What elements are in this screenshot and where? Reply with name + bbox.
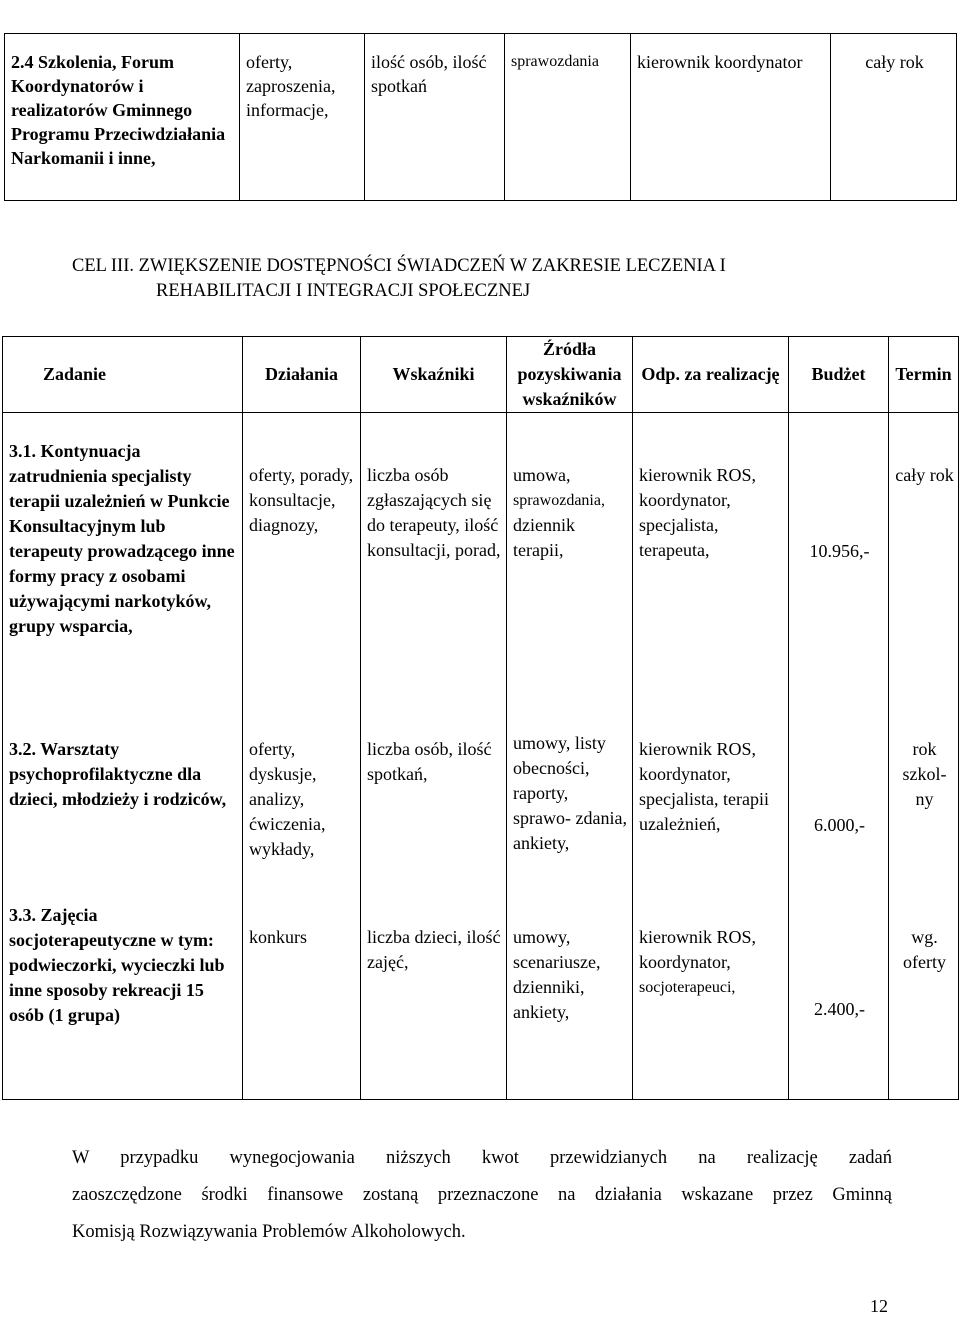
indicators-cell: ilość osób, ilość spotkań — [365, 34, 505, 201]
table-row — [3, 895, 959, 1100]
table-row — [3, 723, 959, 895]
header-sources: Źródła pozyskiwania wskaźników — [507, 337, 633, 413]
sources-line: umowa, — [513, 465, 571, 485]
actions-cell: oferty, porady, konsultacje, diagnozy, — [243, 413, 361, 723]
actions-cell: oferty, zaproszenia, informacje, — [240, 34, 365, 201]
footer-line: W przypadku wynegocjowania niższych kwot przewidzianych na realizację zadań — [72, 1148, 892, 1168]
header-actions: Działania — [243, 337, 361, 413]
footer-line: zaoszczędzone środki finansowe zostaną przeznaczone na działania wskazane przez Gminną — [72, 1185, 892, 1205]
header-responsible: Odp. za realizację — [633, 337, 789, 413]
footer-line: Komisją Rozwiązywania Problemów Alkoholowych. — [72, 1222, 466, 1242]
sources-cell: sprawozdania — [505, 34, 631, 201]
budget-cell: 6.000,- — [789, 723, 889, 895]
budget-cell: 2.400,- — [789, 895, 889, 1100]
sources-cell — [507, 413, 633, 723]
indicators-cell: liczba dzieci, ilość zajęć, — [361, 895, 507, 1100]
responsible-line: kierownik ROS, koordynator, — [639, 926, 756, 972]
term-cell: wg. oferty — [889, 895, 959, 1100]
sources-line: sprawozdania, — [513, 492, 605, 509]
task-cell: 3.1. Kontynuacja zatrudnienia specjalisty terapii uzależnień w Punkcie Konsultacyjnym lub terapeuty prowadzącego inne formy pracy z osobami używającymi narkotyków, grupy wsparcia, — [3, 413, 243, 723]
task-cell: 3.3. Zajęcia socjoterapeutyczne w tym: podwieczorki, wycieczki lub inne sposoby rekreacji 15 osób (1 grupa) — [3, 895, 243, 1100]
responsible-cell: kierownik ROS, koordynator, specjalista, terapii uzależnień, — [633, 723, 789, 895]
task-cell: 2.4 Szkolenia, Forum Koordynatorów i realizatorów Gminnego Programu Przeciwdziałania Narkomanii i inne, — [5, 34, 240, 201]
goal-heading — [72, 254, 912, 304]
responsible-cell: kierownik ROS, koordynator, specjalista, terapeuta, — [633, 413, 789, 723]
responsible-cell — [633, 895, 789, 1100]
term-cell: cały rok — [889, 413, 959, 723]
header-indicators: Wskaźniki — [361, 337, 507, 413]
sources-cell: umowy, scenariusze, dzienniki, ankiety, — [507, 895, 633, 1100]
actions-cell: oferty, dyskusje, analizy, ćwiczenia, wykłady, — [243, 723, 361, 895]
header-budget: Budżet — [789, 337, 889, 413]
page-number: 12 — [870, 1296, 888, 1316]
responsible-line: socjoterapeuci, — [639, 978, 736, 996]
actions-cell: konkurs — [243, 895, 361, 1100]
header-task: Zadanie — [3, 337, 243, 413]
previous-section-table — [4, 33, 957, 201]
tasks-table — [2, 336, 959, 1100]
term-cell: rok szkol- ny — [889, 723, 959, 895]
header-term: Termin — [889, 337, 959, 413]
goal-heading-line: CEL III. ZWIĘKSZENIE DOSTĘPNOŚCI ŚWIADCZEŃ W ZAKRESIE LECZENIA I — [72, 256, 726, 276]
sources-cell: umowy, listy obecności, raporty, sprawo- zdania, ankiety, — [507, 723, 633, 895]
task-cell: 3.2. Warsztaty psychoprofilaktyczne dla dzieci, młodzieży i rodziców, — [3, 723, 243, 895]
budget-cell: 10.956,- — [789, 413, 889, 723]
footer-note — [72, 1140, 892, 1251]
indicators-cell: liczba osób zgłaszających się do terapeuty, ilość konsultacji, porad, — [361, 413, 507, 723]
term-cell: cały rok — [831, 34, 957, 201]
goal-heading-line: REHABILITACJI I INTEGRACJI SPOŁECZNEJ — [156, 281, 531, 301]
sources-line: dziennik terapii, — [513, 515, 575, 560]
responsible-cell: kierownik koordynator — [631, 34, 831, 201]
table-row — [5, 34, 957, 201]
table-header-row — [3, 337, 959, 413]
indicators-cell: liczba osób, ilość spotkań, — [361, 723, 507, 895]
table-row — [3, 413, 959, 723]
